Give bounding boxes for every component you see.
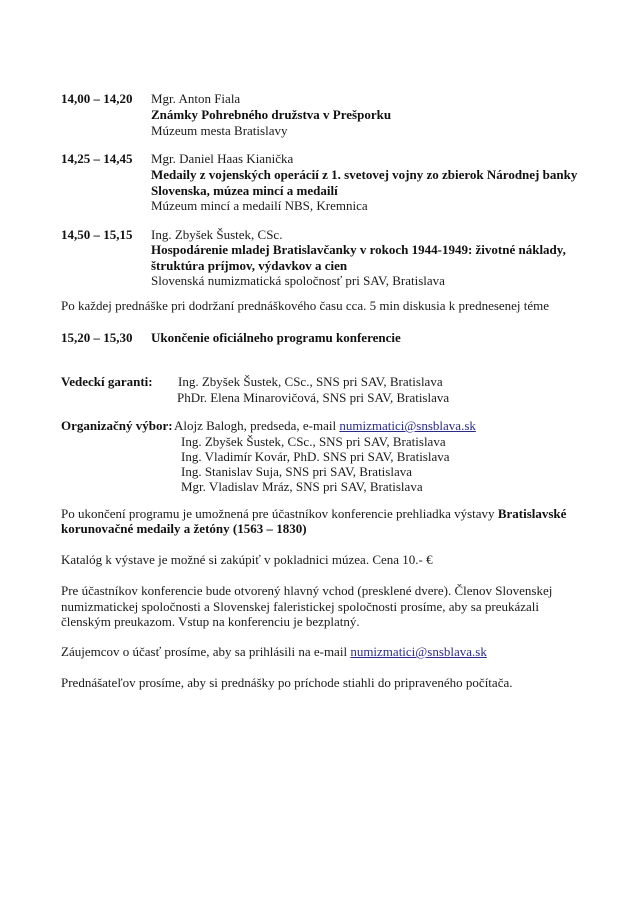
entrance-note-line: numizmatickej spoločnosti a Slovenskej faleristickej spoločnosti prosíme, aby sa preukázali bbox=[61, 599, 539, 614]
closing-time: 15,20 – 15,30 bbox=[61, 330, 133, 345]
discussion-note: Po každej prednáške pri dodržaní prednáškového času cca. 5 min diskusia k prednesenej téme bbox=[61, 298, 550, 313]
program-speaker: Mgr. Anton Fiala bbox=[151, 91, 241, 106]
guarantor: PhDr. Elena Minarovičová, SNS pri SAV, Bratislava bbox=[177, 390, 450, 405]
catalog-note: Katalóg k výstave je možné si zakúpiť v pokladnici múzea. Cena 10.- € bbox=[61, 552, 433, 567]
exhibition-title: Bratislavské bbox=[497, 506, 567, 521]
program-title: Hospodárenie mladej Bratislavčanky v rokoch 1944-1949: životné náklady, bbox=[151, 242, 566, 257]
committee-label: Organizačný výbor: bbox=[61, 418, 173, 433]
program-speaker: Ing. Zbyšek Šustek, CSc. bbox=[151, 227, 283, 242]
program-time: 14,00 – 14,20 bbox=[61, 91, 133, 106]
speakers-note: Prednášateľov prosíme, aby si prednášky po príchode stiahli do pripraveného počítača. bbox=[61, 675, 513, 690]
exhibition-title-cont: korunovačné medaily a žetóny (1563 – 1830) bbox=[61, 521, 307, 536]
program-affiliation: Múzeum mesta Bratislavy bbox=[151, 123, 288, 138]
program-affiliation: Slovenská numizmatická spoločnosť pri SAV, Bratislava bbox=[151, 273, 445, 288]
exhibition-text: Po ukončení programu je umožnená pre účastníkov konferencie prehliadka výstavy bbox=[61, 506, 498, 521]
registration-note bbox=[61, 644, 487, 660]
committee-member: Ing. Stanislav Suja, SNS pri SAV, Bratislava bbox=[181, 464, 413, 479]
registration-text: Záujemcov o účasť prosíme, aby sa prihlásili na e-mail bbox=[61, 644, 351, 659]
committee-member: Ing. Zbyšek Šustek, CSc., SNS pri SAV, Bratislava bbox=[181, 434, 446, 449]
committee-email-link[interactable]: numizmatici@snsblava.sk bbox=[339, 418, 476, 433]
program-time: 14,25 – 14,45 bbox=[61, 151, 133, 166]
committee-member: Mgr. Vladislav Mráz, SNS pri SAV, Bratislava bbox=[181, 479, 423, 494]
committee-chair-text: Alojz Balogh, predseda, e-mail bbox=[174, 418, 340, 433]
program-affiliation: Múzeum mincí a medailí NBS, Kremnica bbox=[151, 198, 368, 213]
committee-member: Ing. Vladimír Kovár, PhD. SNS pri SAV, Bratislava bbox=[181, 449, 450, 464]
guarantors-label: Vedeckí garanti: bbox=[61, 374, 153, 389]
entrance-note-line: Pre účastníkov konferencie bude otvorený hlavný vchod (presklené dvere). Členov Slovenskej bbox=[61, 583, 553, 598]
program-title: Medaily z vojenských operácií z 1. svetovej vojny zo zbierok Národnej banky bbox=[151, 167, 578, 182]
closing-label: Ukončenie oficiálneho programu konferencie bbox=[151, 330, 401, 345]
entrance-note-line: členským preukazom. Vstup na konferenciu je bezplatný. bbox=[61, 614, 360, 629]
program-title: Slovenska, múzea mincí a medailí bbox=[151, 183, 338, 198]
registration-email-link[interactable]: numizmatici@snsblava.sk bbox=[350, 644, 487, 659]
committee-chair bbox=[174, 418, 476, 434]
program-time: 14,50 – 15,15 bbox=[61, 227, 133, 242]
exhibition-line bbox=[61, 506, 566, 522]
guarantor: Ing. Zbyšek Šustek, CSc., SNS pri SAV, Bratislava bbox=[178, 374, 443, 389]
program-title: Známky Pohrebného družstva v Prešporku bbox=[151, 107, 392, 122]
program-title: štruktúra príjmov, výdavkov a cien bbox=[151, 258, 348, 273]
program-speaker: Mgr. Daniel Haas Kianička bbox=[151, 151, 294, 166]
